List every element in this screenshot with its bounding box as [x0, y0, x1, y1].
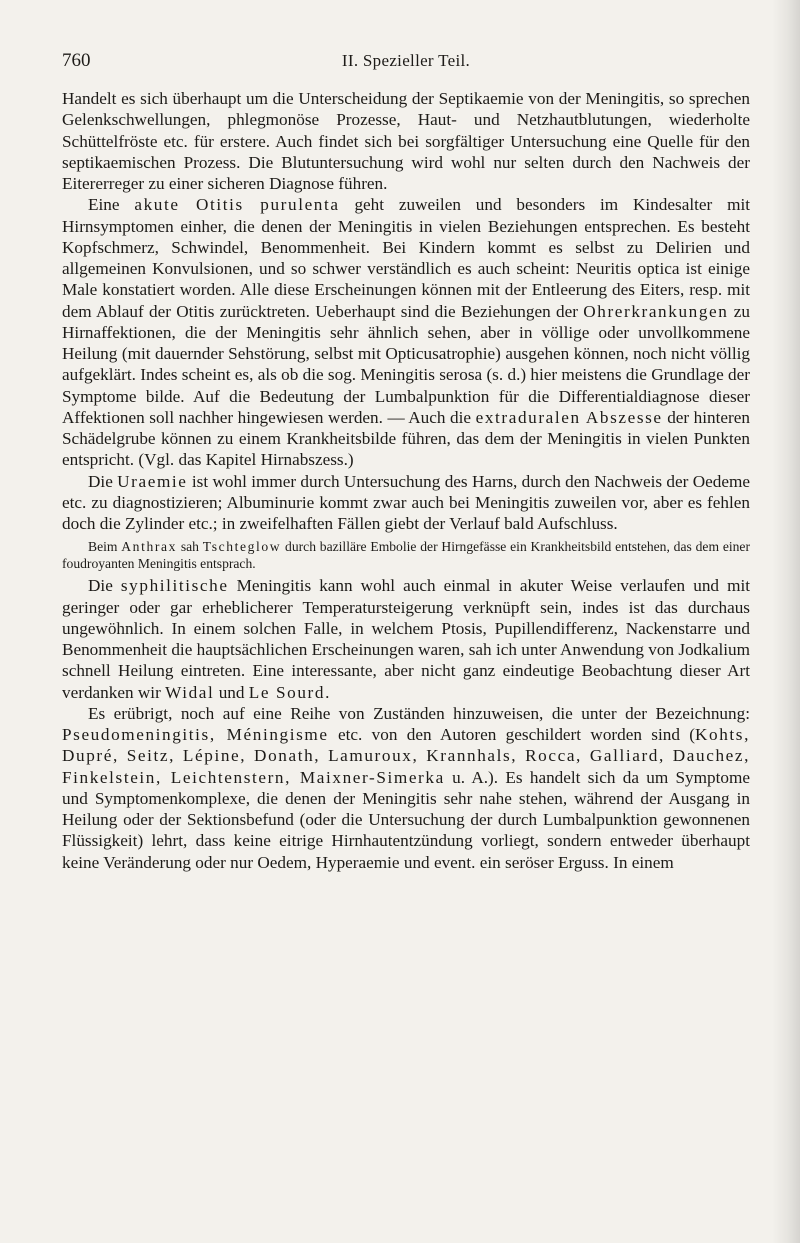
spaced-emphasis: syphilitische — [120, 576, 229, 596]
spaced-emphasis: akute Otitis purulenta — [134, 195, 340, 215]
text-run: Die — [88, 471, 118, 491]
text-run: und — [214, 682, 249, 702]
spaced-emphasis: Ohrerkrankungen — [583, 301, 729, 321]
spaced-emphasis: Widal — [165, 682, 215, 702]
text-run: sah — [177, 539, 203, 555]
page-edge-shadow — [772, 0, 800, 1243]
text-run: zu Hirnaffektionen, die der Meningitis sehr ähnlich sehen, aber in völlige oder unvollkommene Heilung (mit dauernder Sehstörung, selbst mit Opticusatrophie) ausgehen können, noch nicht völlig aufgeklärt. Indes scheint es, als ob die sog. Meningitis serosa (s. d.) hier meistens die Grundlage der Symptome bilde. Auf die Bedeutung der Lumbalpunktion für die Differentialdiagnose dieser Affektionen soll nachher hingewiesen werden. — Auch die — [62, 301, 750, 427]
text-run: ist wohl immer durch Untersuchung des Harns, durch den Nachweis der Oedeme etc. zu diagnostizieren; Albuminurie kommt zwar auch bei Meningitis zuweilen vor, aber es fehlen doch die Zylinder etc.; in zweifelhaften Fällen giebt der Verlauf bald Aufschluss. — [62, 471, 750, 533]
text-run: der hinteren Schädelgrube können zu einem Krankheitsbilde führen, das dem der Meningitis in vielen Punkten entspricht. (Vgl. das Kapitel Hirnabszess.) — [62, 407, 750, 470]
text-run: Die — [88, 576, 121, 596]
spaced-emphasis: extraduralen Abszesse — [475, 407, 663, 427]
text-run: Handelt es sich überhaupt um die Unterscheidung der Septikaemie von der Meningitis, so sprechen Gelenkschwellungen, phlegmonöse Prozesse, Haut- und Netzhautblutungen, wiederholte Schüttelfröste etc. für erstere. Auch findet sich bei sorgfältiger Untersuchung eine Quelle für den septikaemischen Prozess. Die Blutuntersuchung wird wohl nur selten durch den Nachweis der Eitererreger zu einer sicheren Diagnose führen. — [62, 89, 750, 193]
text-run: Eine — [88, 195, 135, 215]
body-paragraph — [62, 471, 750, 535]
text-run: Beim — [88, 539, 122, 555]
body-paragraph — [62, 88, 750, 194]
footnote-paragraph — [62, 538, 750, 572]
body-paragraph — [62, 194, 750, 470]
spaced-emphasis: Pseudomeningitis, Méningisme — [62, 725, 329, 744]
body-paragraph — [62, 703, 750, 873]
text-run: Meningitis kann wohl auch einmal in akuter Weise verlaufen und mit geringer oder gar erheblicherer Temperatursteigerung verknüpft sein, indes ist das durchaus ungewöhnlich. In einem solchen Falle, in welchem Ptosis, Pupillendifferenz, Nackenstarre und Benommenheit die hauptsächlichen Erscheinungen waren, sah ich unter Anwendung von Jodkalium schnell Heilung eintreten. Eine interessante, aber nicht ganz eindeutige Beobachtung dieser Art verdanken wir — [62, 576, 750, 702]
page-number: 760 — [62, 50, 91, 71]
spaced-emphasis: Kohts, Dupré, Seitz, Lépine, Donath, Lamuroux, Krannhals, Rocca, Galliard, Dauchez, Finkelstein, Leichtenstern, Maixner-Simerka — [62, 725, 750, 787]
body-paragraph — [62, 575, 750, 703]
spaced-emphasis: Tschteglow — [202, 539, 282, 555]
text-run: u. A.). Es handelt sich da um Symptome und Symptomenkomplexe, die denen der Meningitis sehr nahe stehen, während der Ausgang in Heilung oder der Sektionsbefund (oder die Untersuchung der durch Lumbalpunktion gewonnenen Flüssigkeit) lehrt, dass keine eitrige Hirnhautentzündung vorliegt, sondern entweder überhaupt keine Veränderung oder nur Oedem, Hyperaemie und event. ein seröser Erguss. In einem — [62, 767, 750, 872]
running-head: II. Spezieller Teil. — [341, 51, 471, 70]
page-header — [62, 50, 750, 84]
text-run: . — [325, 682, 330, 702]
body-text — [62, 88, 750, 873]
text-run: etc. von den Autoren geschildert worden sind ( — [328, 725, 696, 744]
spaced-emphasis: Uraemie — [117, 471, 188, 491]
text-run: Es erübrigt, noch auf eine Reihe von Zuständen hinzuweisen, die unter der Bezeichnung: — [88, 703, 750, 723]
text-run: durch bazilläre Embolie der Hirngefässe ein Krankheitsbild entstehen, das dem einer foudroyanten Meningitis entsprach. — [62, 539, 750, 572]
spaced-emphasis: Anthrax — [121, 539, 178, 555]
spaced-emphasis: Le Sourd — [248, 682, 326, 702]
text-run: geht zuweilen und besonders im Kindesalter mit Hirnsymptomen einher, die denen der Meningitis in vielen Beziehungen entsprechen. Es besteht Kopfschmerz, Schwindel, Benommenheit. Bei Kindern kommt es selbst zu Delirien und allgemeinen Konvulsionen, und so schwer verständlich es auch scheint: Neuritis optica ist einige Male konstatiert worden. Alle diese Erscheinungen können mit der Entleerung des Eiters, resp. mit dem Ablauf der Otitis zurücktreten. Ueberhaupt sind die Beziehungen der — [62, 195, 750, 321]
